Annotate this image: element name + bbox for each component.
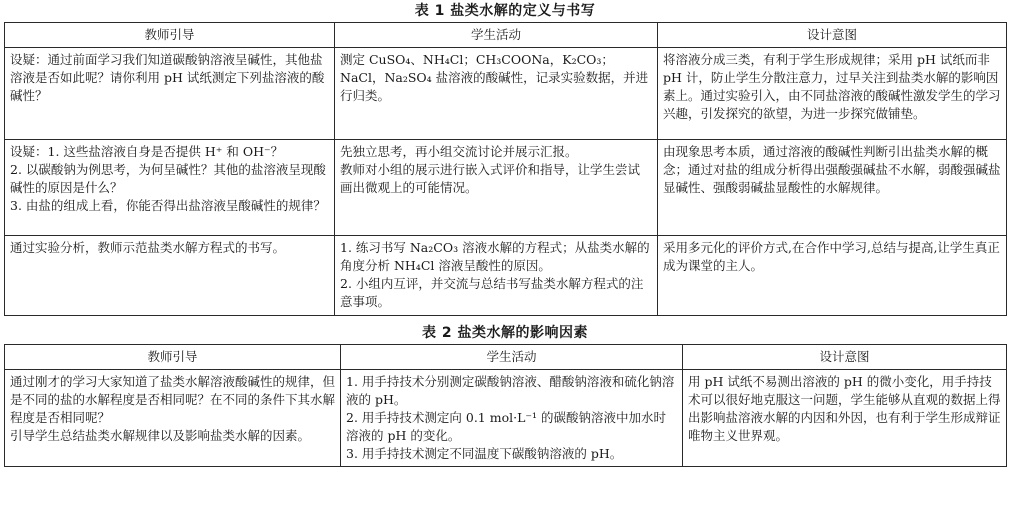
table1-cell: 设疑：1. 这些盐溶液自身是否提供 H⁺ 和 OH⁻？ 2. 以碳酸钠为例思考，为何呈碱性？其他的盐溶液呈现酸碱性的原因是什么？ 3. 由盐的组成上看，你能否得出盐溶液呈酸碱性的规律？ bbox=[5, 140, 335, 236]
table1-row bbox=[5, 140, 1007, 236]
table2-header-teacher: 教师引导 bbox=[5, 345, 341, 370]
table2-caption: 表 2 盐类水解的影响因素 bbox=[422, 325, 588, 341]
table2-header-row bbox=[5, 345, 1007, 370]
table1-cell: 先独立思考，再小组交流讨论并展示汇报。 教师对小组的展示进行嵌入式评价和指导，让学生尝试画出微观上的可能情况。 bbox=[335, 140, 658, 236]
table2 bbox=[4, 344, 1007, 467]
table1-row bbox=[5, 236, 1007, 316]
table2-cell: 1. 用手持技术分别测定碳酸钠溶液、醋酸钠溶液和硫化钠溶液的 pH。 2. 用手持技术测定向 0.1 mol·L⁻¹ 的碳酸钠溶液中加水时溶液的 pH 的变化。 3. 用手持技术测定不同温度下碳酸钠溶液的 pH。 bbox=[341, 370, 683, 467]
table2-header-intent: 设计意图 bbox=[683, 345, 1007, 370]
table1-row bbox=[5, 48, 1007, 140]
table1-header-teacher: 教师引导 bbox=[5, 23, 335, 48]
table1-cell: 通过实验分析，教师示范盐类水解方程式的书写。 bbox=[5, 236, 335, 316]
table2-cell: 用 pH 试纸不易测出溶液的 pH 的微小变化，用手持技术可以很好地克服这一问题，学生能够从直观的数据上得出影响盐溶液水解的内因和外因，也有利于学生形成辩证唯物主义世界观。 bbox=[683, 370, 1007, 467]
table1-header-student: 学生活动 bbox=[335, 23, 658, 48]
table1-cell: 1. 练习书写 Na₂CO₃ 溶液水解的方程式；从盐类水解的角度分析 NH₄Cl 溶液呈酸性的原因。 2. 小组内互评，并交流与总结书写盐类水解方程式的注意事项。 bbox=[335, 236, 658, 316]
table1-header-intent: 设计意图 bbox=[658, 23, 1007, 48]
table1-cell: 测定 CuSO₄、NH₄Cl；CH₃COONa，K₂CO₃；NaCl，Na₂SO₄ 盐溶液的酸碱性，记录实验数据，并进行归类。 bbox=[335, 48, 658, 140]
table2-cell: 通过刚才的学习大家知道了盐类水解溶液酸碱性的规律，但是不同的盐的水解程度是否相同呢？在不同的条件下其水解程度是否相同呢？ 引导学生总结盐类水解规律以及影响盐类水解的因素。 bbox=[5, 370, 341, 467]
table1-cell: 将溶液分成三类，有利于学生形成规律；采用 pH 试纸而非 pH 计，防止学生分散注意力，过早关注到盐类水解的影响因素上。通过实验引入，由不同盐溶液的酸碱性激发学生的学习兴趣，引发探究的欲望，为进一步探究做铺垫。 bbox=[658, 48, 1007, 140]
table2-header-student: 学生活动 bbox=[341, 345, 683, 370]
table1-cell: 设疑：通过前面学习我们知道碳酸钠溶液呈碱性，其他盐溶液是否如此呢？请你利用 pH 试纸测定下列盐溶液的酸碱性？ bbox=[5, 48, 335, 140]
table1 bbox=[4, 22, 1007, 316]
table2-row bbox=[5, 370, 1007, 467]
table1-header-row bbox=[5, 23, 1007, 48]
table1-cell: 由现象思考本质，通过溶液的酸碱性判断引出盐类水解的概念；通过对盐的组成分析得出强酸强碱盐不水解，弱酸强碱盐显碱性、强酸弱碱盐显酸性的水解规律。 bbox=[658, 140, 1007, 236]
table1-caption: 表 1 盐类水解的定义与书写 bbox=[414, 3, 596, 19]
table1-cell: 采用多元化的评价方式,在合作中学习,总结与提高,让学生真正成为课堂的主人。 bbox=[658, 236, 1007, 316]
